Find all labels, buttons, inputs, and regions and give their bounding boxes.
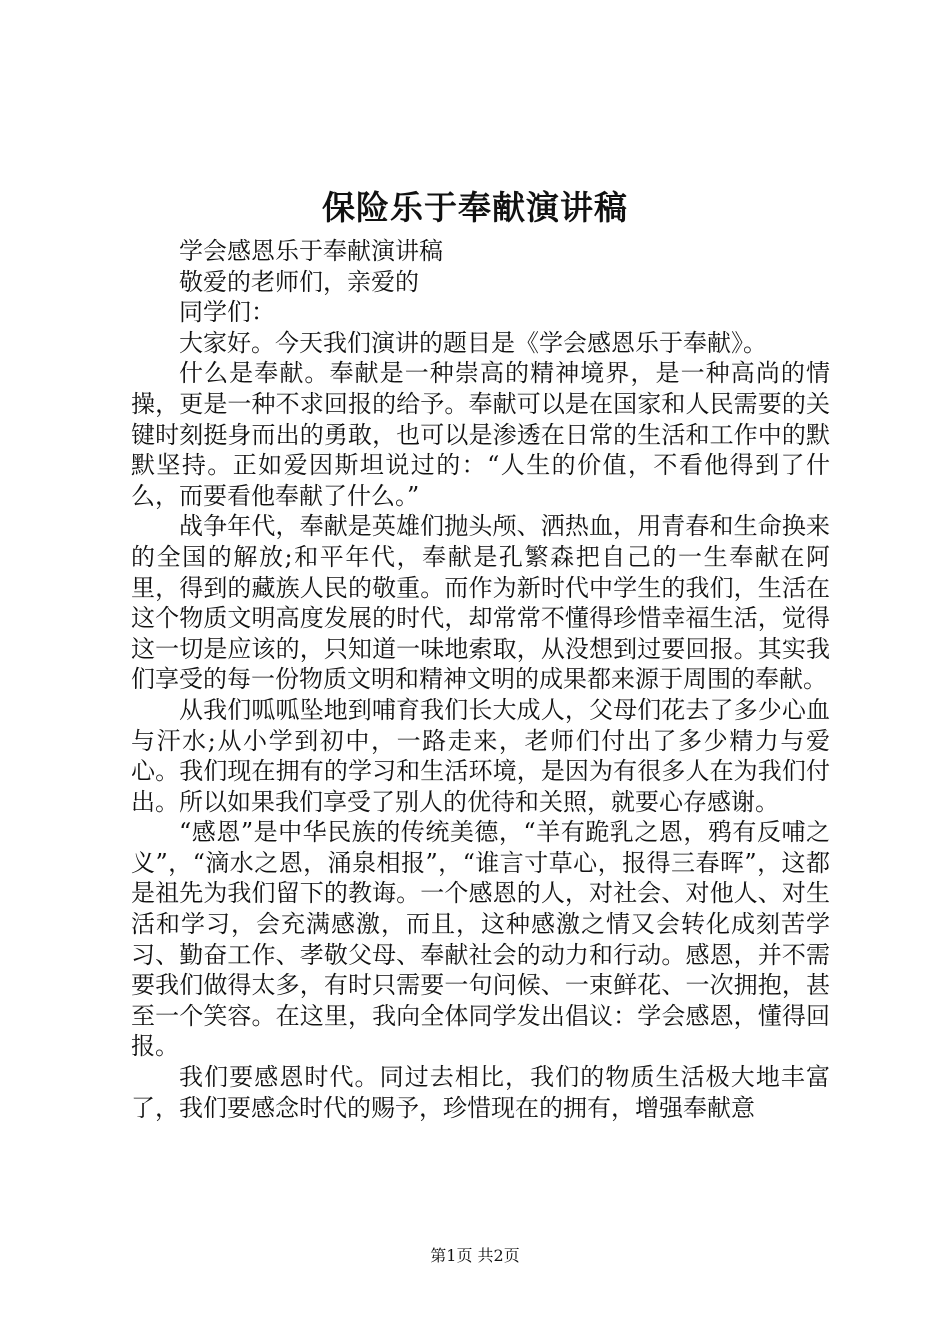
paragraph: 什么是奉献。奉献是一种崇高的精神境界，是一种高尚的情操，更是一种不求回报的给予。奉献可以是在国家和人民需要的关键时刻挺身而出的勇敢，也可以是渗透在日常的生活和工作中的默默坚持。正如爱因斯坦说过的：“人生的价值，不看他得到了什么，而要看他奉献了什么。”: [131, 359, 830, 510]
page-footer: 第1页 共2页: [430, 1246, 520, 1265]
paragraph: “感恩”是中华民族的传统美德，“羊有跪乳之恩，鸦有反哺之义”，“滴水之恩，涌泉相报”，“谁言寸草心，报得三春晖”，这都是祖先为我们留下的教诲。一个感恩的人，对社会、对他人、对生活和学习，会充满感激，而且，这种感激之情又会转化成刻苦学习、勤奋工作、孝敬父母、奉献社会的动力和行动。感恩，并不需要我们做得太多，有时只需要一句问候、一束鲜花、一次拥抱，甚至一个笑容。在这里，我向全体同学发出倡议：学会感恩，懂得回报。: [131, 818, 830, 1061]
paragraph: 学会感恩乐于奉献演讲稿: [179, 237, 443, 265]
paragraph: 从我们呱呱坠地到哺育我们长大成人，父母们花去了多少心血与汗水;从小学到初中，一路走来，老师们付出了多少精力与爱心。我们现在拥有的学习和生活环境，是因为有很多人在为我们付出。所以如果我们享受了别人的优待和关照，就要心存感谢。: [131, 695, 830, 816]
paragraph: 敬爱的老师们，亲爱的: [179, 267, 419, 296]
paragraph: 我们要感恩时代。同过去相比，我们的物质生活极大地丰富了，我们要感念时代的赐予，珍惜现在的拥有，增强奉献意: [131, 1063, 830, 1122]
page-title: 保险乐于奉献演讲稿: [322, 188, 628, 227]
paragraph: 同学们：: [179, 298, 275, 327]
paragraph: 战争年代，奉献是英雄们抛头颅、洒热血，用青春和生命换来的全国的解放;和平年代，奉献是孔繁森把自己的一生奉献在阿里，得到的藏族人民的敬重。而作为新时代中学生的我们，生活在这个物质文明高度发展的时代，却常常不懂得珍惜幸福生活，觉得这一切是应该的，只知道一味地索取，从没想到过要回报。其实我们享受的每一份物质文明和精神文明的成果都来源于周围的奉献。: [131, 512, 830, 694]
paragraph: 大家好。今天我们演讲的题目是《学会感恩乐于奉献》。: [179, 328, 767, 357]
document-body: [131, 236, 830, 1123]
